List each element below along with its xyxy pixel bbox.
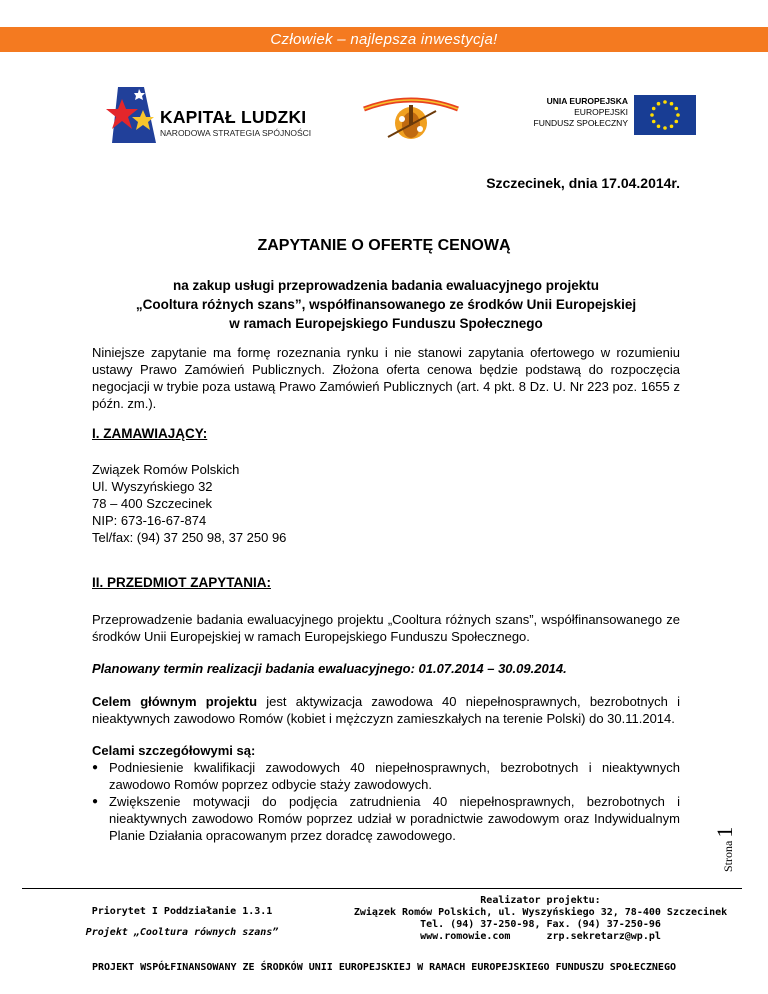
page-label: Strona — [721, 840, 735, 872]
zrp-violin-emblem-icon — [358, 89, 464, 145]
address-line: 78 – 400 Szczecinek — [92, 496, 212, 511]
footer-left — [62, 906, 302, 939]
main-goal-label: Celem głównym projektu — [92, 694, 258, 709]
kapital-ludzki-logo — [104, 87, 312, 148]
section-2-heading: II. PRZEDMIOT ZAPYTANIA: — [92, 575, 271, 590]
footer-phone: Tel. (94) 37-250-98, Fax. (94) 37-250-96 — [420, 919, 661, 930]
slogan-text: Człowiek – najlepsza inwestycja! — [270, 31, 498, 48]
subject-paragraph: Przeprowadzenie badania ewaluacyjnego projektu „Cooltura różnych szans”, współfinansowanego ze środków Unii Europejskiej w ramach Europejskiego Funduszu Społecznego. — [92, 612, 680, 644]
address-line: Tel/fax: (94) 37 250 98, 37 250 96 — [92, 530, 287, 545]
main-goal-paragraph — [92, 693, 680, 727]
specific-goals — [92, 742, 680, 844]
document-title: ZAPYTANIE O OFERTĘ CENOWĄ — [257, 237, 511, 254]
footer-contact — [338, 931, 743, 943]
address-line: Związek Romów Polskich — [92, 462, 240, 477]
section-1-heading: I. ZAMAWIAJĄCY: — [92, 426, 208, 441]
address-line: Ul. Wyszyńskiego 32 — [92, 479, 213, 494]
page-number-value: 1 — [712, 826, 737, 838]
ordering-party-address — [92, 461, 680, 546]
footer-realizer-label: Realizator projektu: — [480, 895, 601, 906]
footer-priority: Priorytet I Poddziałanie 1.3.1 — [91, 906, 273, 917]
eu-line-1: UNIA EUROPEJSKA — [546, 96, 628, 106]
list-item: ● Podniesienie kwalifikacji zawodowych 40 niepełnosprawnych, bezrobotnych i nieaktywnych zawodowo Romów poprzez odbycie staży zawodowych. — [109, 759, 680, 793]
eu-flag — [634, 95, 696, 135]
subtitle-line-3: w ramach Europejskiego Funduszu Społecznego — [229, 316, 543, 331]
eu-stars-icon — [634, 95, 696, 135]
address-line: NIP: 673-16-67-874 — [92, 513, 207, 528]
planned-term: Planowany termin realizacji badania ewaluacyjnego: 01.07.2014 – 30.09.2014. — [92, 661, 567, 676]
kapital-ludzki-subtitle: NARODOWA STRATEGIA SPÓJNOŚCI — [160, 128, 312, 138]
zrp-logo — [358, 89, 464, 150]
main-goal-text: jest aktywizacja zawodowa 40 niepełnosprawnych, bezrobotnych i nieaktywnych zawodowo Romów (kobiet i mężczyzn zamieszkałych na terenie Polski) do 30.11.2014. — [92, 694, 680, 726]
specific-goals-list — [92, 759, 680, 844]
footer-divider — [22, 888, 742, 889]
list-item: ● Zwiększenie motywacji do podjęcia zatrudnienia 40 niepełnosprawnych, bezrobotnych i nieaktywnych zawodowo Romów poprzez udział w poradnictwie zawodowym oraz Indywidualnym Planie Działania opracowanym przez doradcę zawodowego. — [109, 793, 680, 844]
kapital-ludzki-emblem-icon — [104, 87, 156, 143]
footer-right — [338, 895, 743, 943]
document-date: Szczecinek, dnia 17.04.2014r. — [486, 175, 680, 191]
footer-realizer-address: Związek Romów Polskich, ul. Wyszyńskiego 32, 78-400 Szczecinek — [353, 907, 728, 918]
page-number — [712, 827, 738, 872]
kapital-ludzki-title: KAPITAŁ LUDZKI — [160, 107, 307, 127]
footer-cofinancing-note: PROJEKT WSPÓŁFINANSOWANY ZE ŚRODKÓW UNII EUROPEJSKIEJ W RAMACH EUROPEJSKIEGO FUNDUSZU SPOŁECZNEGO — [92, 962, 676, 973]
eu-line-2: EUROPEJSKI — [574, 107, 628, 117]
eu-line-3: FUNDUSZ SPOŁECZNY — [533, 118, 628, 128]
document-subtitle — [92, 276, 680, 333]
specific-goals-label: Celami szczegółowymi są: — [92, 743, 256, 758]
subtitle-line-1: na zakup usługi przeprowadzenia badania ewaluacyjnego projektu — [172, 278, 600, 293]
eu-logo-text — [534, 96, 628, 129]
footer-website-link[interactable]: www.romowie.com — [420, 931, 511, 942]
footer-project: Projekt „Cooltura równych szans” — [85, 927, 279, 938]
footer-email-link[interactable]: zrp.sekretarz@wp.pl — [546, 931, 661, 942]
intro-paragraph: Niniejsze zapytanie ma formę rozeznania rynku i nie stanowi zapytania ofertowego w rozumieniu ustawy Prawo Zamówień Publicznych. Złożona oferta cenowa będzie podstawą do rozpoczęcia negocjacji w trybie poza ustawą Prawo Zamówień Publicznych (art. 4 pkt. 8 Dz. U. Nr 223 poz. 1655 z późn. zm.). — [92, 345, 680, 411]
logo-row — [0, 85, 768, 145]
slogan-bar — [0, 27, 768, 52]
eu-logo — [533, 95, 696, 135]
subtitle-line-2: „Cooltura różnych szans”, współfinansowanego ze środków Unii Europejskiej — [135, 297, 637, 312]
